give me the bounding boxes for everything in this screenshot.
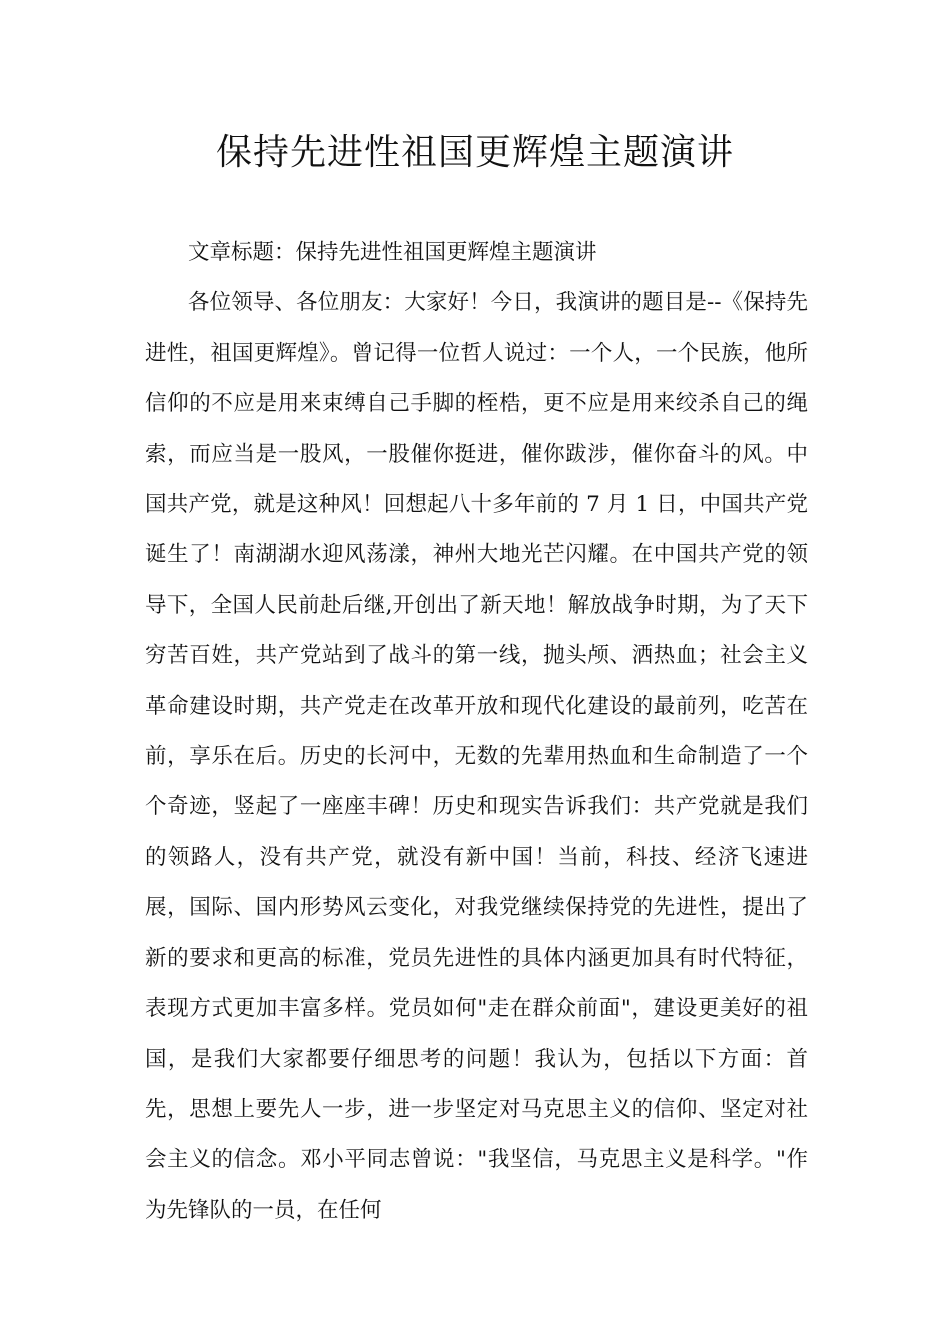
document-body: [145, 228, 808, 1236]
document-title: 保持先进性祖国更辉煌主题演讲: [215, 132, 734, 173]
body-paragraph: 各位领导、各位朋友：大家好！今日，我演讲的题目是--《保持先进性，祖国更辉煌》。曾记得一位哲人说过：一个人，一个民族，他所信仰的不应是用来束缚自己手脚的桎梏，更不应是用来绞杀自己的绳索，而应当是一股风，一股催你挺进，催你跋涉，催你奋斗的风。中国共产党，就是这种风！回想起八十多年前的 7 月 1 日，中国共产党诞生了！南湖湖水迎风荡漾，神州大地光芒闪耀。在中国共产党的领导下，全国人民前赴后继,开创出了新天地！解放战争时期，为了天下穷苦百姓，共产党站到了战斗的第一线，抛头颅、洒热血；社会主义革命建设时期，共产党走在改革开放和现代化建设的最前列，吃苦在前，享乐在后。历史的长河中，无数的先辈用热血和生命制造了一个个奇迹，竖起了一座座丰碑！历史和现实告诉我们：共产党就是我们的领路人，没有共产党，就没有新中国！当前，科技、经济飞速进展，国际、国内形势风云变化，对我党继续保持党的先进性，提出了新的要求和更高的标准，党员先进性的具体内涵更加具有时代特征，表现方式更加丰富多样。党员如何"走在群众前面"，建设更美好的祖国，是我们大家都要仔细思考的问题！我认为，包括以下方面：首先，思想上要先人一步，进一步坚定对马克思主义的信仰、坚定对社会主义的信念。邓小平同志曾说："我坚信，马克思主义是科学。"作为先锋队的一员，在任何: [145, 290, 808, 1223]
subtitle-paragraph: 文章标题：保持先进性祖国更辉煌主题演讲: [188, 240, 597, 265]
